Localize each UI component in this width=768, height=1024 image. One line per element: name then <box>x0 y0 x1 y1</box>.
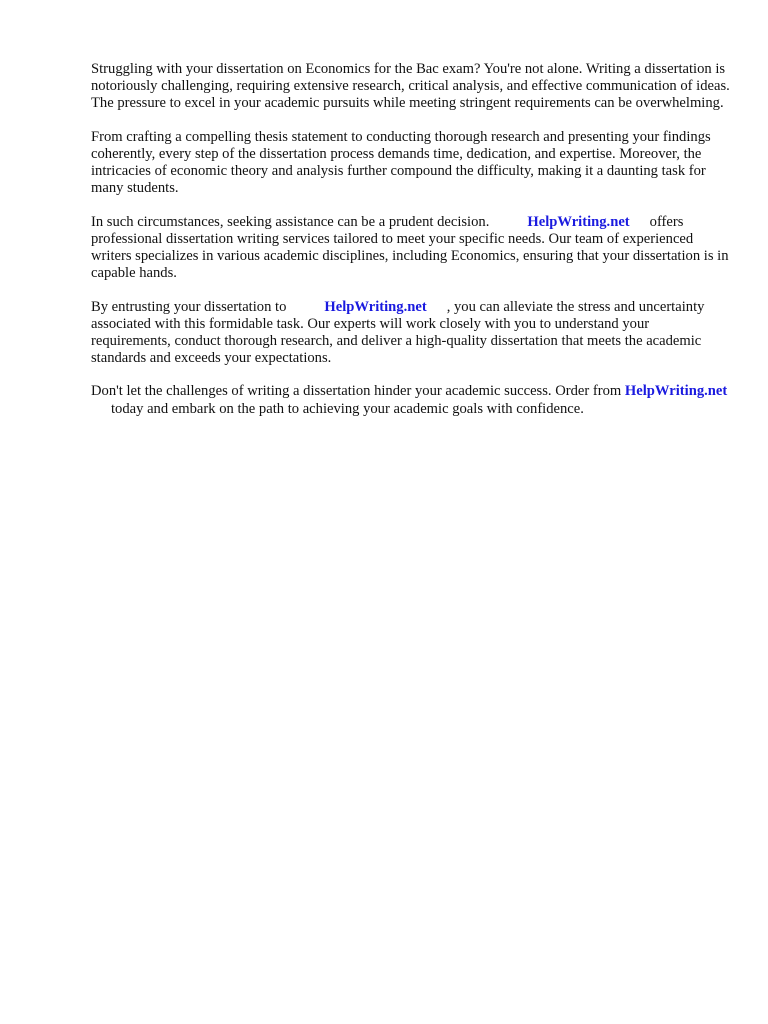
helpwriting-link-3[interactable]: HelpWriting.net <box>624 383 728 400</box>
paragraph-entrusting-text-start: By entrusting your dissertation to <box>91 298 287 315</box>
helpwriting-link-2[interactable]: HelpWriting.net <box>324 298 427 315</box>
paragraph-entrusting-text-end: , you can alleviate the stress and uncertainty associated with this formidable task. Our experts will work closely with you to understand your requirements, conduct thorough research, and deliver a high-quality dissertation that meets the academic standards and exceeds your expectations. <box>91 298 705 366</box>
paragraph-assistance <box>91 214 731 282</box>
paragraph-intro: Struggling with your dissertation on Economics for the Bac exam? You're not alone. Writing a dissertation is notoriously challenging, requiring extensive research, critical analysis, and effective communication of ideas. The pressure to excel in your academic pursuits while meeting stringent requirements can be overwhelming. <box>91 61 730 112</box>
paragraph-assistance-text-start: In such circumstances, seeking assistance can be a prudent decision. <box>91 213 490 230</box>
paragraph-assistance-text-end: offers professional dissertation writing services tailored to meet your specific needs. Our team of experienced writers specializes in various academic disciplines, including Economics, ensuring that your dissertation is in capable hands. <box>91 213 729 281</box>
paragraph-closing-text-start: Don't let the challenges of writing a dissertation hinder your academic success. Order from <box>91 383 622 400</box>
document-page <box>91 61 731 434</box>
paragraph-closing <box>91 383 731 417</box>
paragraph-closing-text-end: today and embark on the path to achieving your academic goals with confidence. <box>111 400 584 417</box>
paragraph-challenges: From crafting a compelling thesis statement to conducting thorough research and presenting your findings coherently, every step of the dissertation process demands time, dedication, and expertise. Moreover, the intricacies of economic theory and analysis further compound the difficulty, making it a daunting task for many students. <box>91 128 711 197</box>
helpwriting-link-1[interactable]: HelpWriting.net <box>527 213 630 230</box>
paragraph-entrusting <box>91 299 731 367</box>
